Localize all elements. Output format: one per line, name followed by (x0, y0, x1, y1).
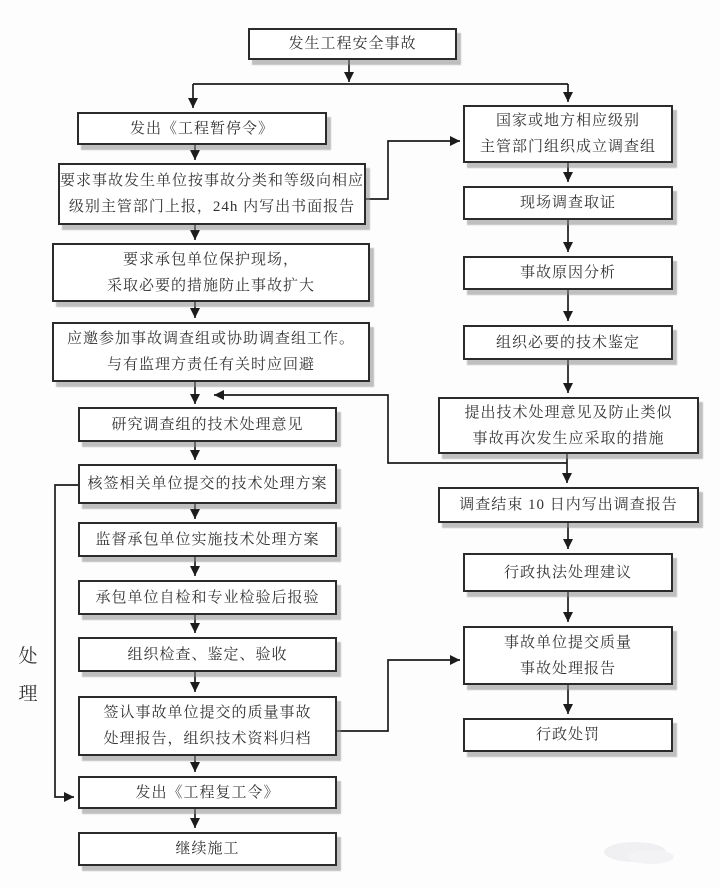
node-label: 承包单位自检和专业检验后报验 (95, 589, 320, 606)
node-label: 发出《工程复工令》 (135, 784, 280, 801)
node-study-technical-opinion (78, 407, 337, 442)
node-label-line2: 主管部门组织成立调查组 (479, 139, 656, 155)
node-label-line2: 事故处理报告 (519, 660, 616, 677)
node-form-investigation-team (463, 105, 673, 163)
side-label-handling: 处理 (18, 646, 38, 705)
node-label: 组织必要的技术鉴定 (495, 334, 640, 351)
node-label-line1: 应邀参加事故调查组或协助调查组工作。 (66, 331, 355, 347)
node-label-line1: 要求承包单位保护现场， (122, 251, 299, 268)
node-label-line1: 签认事故单位提交的质量事故 (103, 705, 312, 721)
node-report-to-authorities (58, 163, 366, 225)
node-label-line1: 要求事故发生单位按事故分类和等级向相应 (60, 173, 365, 189)
node-organize-inspection-acceptance (78, 637, 337, 672)
node-issue-suspend-order (77, 112, 327, 145)
node-label: 事故原因分析 (519, 265, 616, 281)
node-accident-occurs (248, 28, 457, 60)
node-label-line2: 与有监理方责任有关时应回避 (106, 357, 315, 373)
node-administrative-penalty (463, 718, 673, 752)
node-label: 研究调查组的技术处理意见 (111, 416, 304, 433)
node-enforcement-suggestion (463, 553, 673, 592)
node-cause-analysis (463, 256, 673, 290)
node-label: 组织检查、鉴定、验收 (127, 646, 288, 663)
node-supervise-plan-implementation (78, 522, 337, 557)
node-label: 发生工程安全事故 (288, 36, 417, 52)
node-technical-appraisal (463, 325, 673, 360)
node-label: 行政处罚 (535, 727, 600, 743)
node-label-line2: 处理报告，组织技术资料归档 (103, 731, 312, 747)
node-investigation-report (438, 487, 699, 523)
node-countersign-technical-plan (78, 464, 337, 504)
node-label-line1: 提出技术处理意见及防止类似 (464, 404, 673, 421)
node-label: 调查结束 10 日内写出调查报告 (459, 497, 678, 513)
node-continue-construction (78, 832, 337, 866)
node-label-line2: 采取必要的措施防止事故扩大 (106, 277, 315, 294)
node-label: 发出《工程暂停令》 (129, 120, 274, 137)
node-sign-quality-report (78, 696, 337, 756)
node-propose-measures (438, 397, 699, 454)
node-label: 继续施工 (175, 841, 240, 857)
node-label-line1: 事故单位提交质量 (503, 634, 632, 651)
node-label-line2: 级别主管部门上报，24h 内写出书面报告 (68, 199, 356, 215)
node-site-evidence-collection (463, 186, 673, 220)
node-label: 核签相关单位提交的技术处理方案 (87, 476, 328, 492)
node-join-investigation-team (52, 322, 370, 382)
node-label-line2: 事故再次发生应采取的措施 (472, 430, 665, 447)
node-label: 现场调查取证 (519, 195, 616, 211)
node-label: 监督承包单位实施技术处理方案 (95, 531, 320, 548)
node-label-line1: 国家或地方相应级别 (495, 113, 640, 129)
node-submit-quality-report (463, 626, 673, 685)
node-label: 行政执法处理建议 (503, 564, 632, 581)
node-protect-site (52, 243, 370, 302)
node-issue-resume-order (78, 776, 337, 809)
node-contractor-self-inspection (78, 580, 337, 615)
